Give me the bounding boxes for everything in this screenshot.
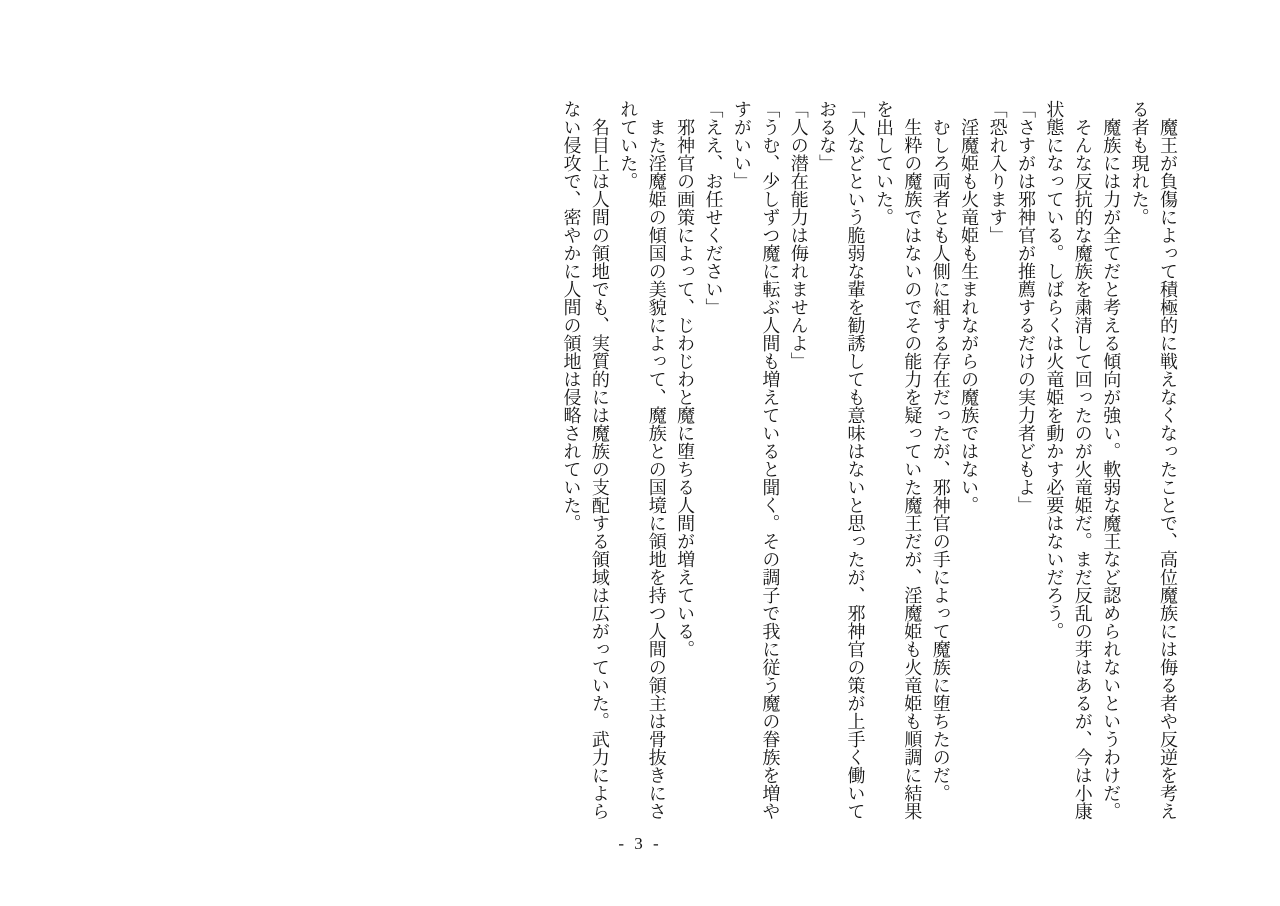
text-line: 魔王が負傷によって積極的に戦えなくなったことで、高位魔族には侮る者や反逆を考え xyxy=(1158,118,1178,820)
text-line: 「ええ、お任せください」 xyxy=(703,100,724,316)
text-line: ない侵攻で、密やかに人間の領地は侵略されていた。 xyxy=(561,100,582,532)
text-line: むしろ両者とも人側に組する存在だったが、邪神官の手によって魔族に堕ちたのだ。 xyxy=(930,118,951,802)
text-line: れていた。 xyxy=(618,100,639,190)
text-line: そんな反抗的な魔族を粛清して回ったのが火竜姫だ。まだ反乱の芽はあるが、今は小康 xyxy=(1072,118,1093,820)
text-line: おるな」 xyxy=(817,100,838,172)
text-line: 状態になっている。しばらくは火竜姫を動かす必要はないだろう。 xyxy=(1044,100,1065,640)
text-line: 生粋の魔族ではないのでその能力を疑っていた魔王だが、淫魔姫も火竜姫も順調に結果 xyxy=(902,118,923,820)
text-line: 「さすがは邪神官が推薦するだけの実力者どもよ」 xyxy=(1015,100,1036,514)
text-line: 名目上は人間の領地でも、実質的には魔族の支配する領域は広がっていた。武力によら xyxy=(589,118,610,820)
text-line: 「人などという脆弱な輩を勧誘しても意味はないと思ったが、邪神官の策が上手く働いて xyxy=(845,100,866,820)
text-line: 淫魔姫も火竜姫も生まれながらの魔族ではない。 xyxy=(959,118,980,514)
text-line: 「恐れ入ります」 xyxy=(987,100,1008,244)
text-line: を出していた。 xyxy=(873,100,894,226)
vertical-text-block xyxy=(557,100,1182,830)
page-number: - 3 - xyxy=(618,834,662,853)
text-line: 魔族には力が全てだと考える傾向が強い。軟弱な魔王など認められないというわけだ。 xyxy=(1101,118,1122,820)
text-line: また淫魔姫の傾国の美貌によって、魔族との国境に領地を持つ人間の領主は骨抜きにさ xyxy=(646,118,667,820)
text-line: 「人の潜在能力は侮れませんよ」 xyxy=(788,100,809,370)
text-line: 「うむ、少しずつ魔に転ぶ人間も増えていると聞く。その調子で我に従う魔の眷族を増や xyxy=(760,100,781,820)
text-line: 邪神官の画策によって、じわじわと魔に堕ちる人間が増えている。 xyxy=(675,118,696,658)
text-line: すがいい」 xyxy=(731,100,752,190)
text-line: る者も現れた。 xyxy=(1129,100,1150,226)
